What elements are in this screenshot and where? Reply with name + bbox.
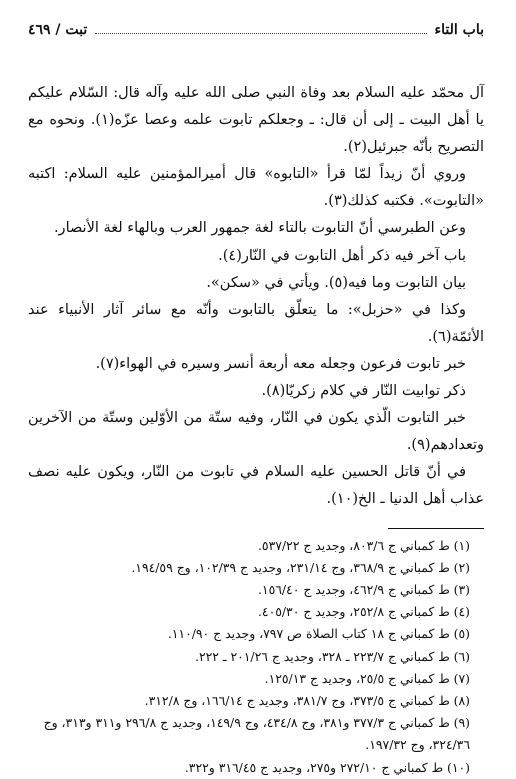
header-leader-dots bbox=[95, 33, 426, 34]
footnotes bbox=[28, 535, 484, 779]
footnote: (٨) ط كمباني ج ٣٧٣/٥، وج ٣٨١/٧، وجديد ج ١٦٦/١٤، وج ٣١٢/٨. bbox=[144, 692, 470, 708]
folio-page-number: تبت / ٤٦٩ bbox=[28, 22, 88, 38]
paragraph: وروي أنّ زيداً لمّا قرأ «التابوه» قال أميرالمؤمنين عليه السلام: اكتبه «التابوت». فكتبه كذلك(٣). bbox=[28, 166, 484, 210]
running-header bbox=[28, 22, 484, 46]
paragraph: في أنّ قاتل الحسين عليه السلام في تابوت من النّار، ويكون عليه نصف عذاب أهل الدنيا ـ الخ(١٠). bbox=[28, 464, 484, 508]
paragraph: آل محمّد عليه السلام بعد وفاة النبي صلى الله عليه وآله قال: السّلام عليكم يا أهل البيت ـ إلى أن قال: ـ وجعلكم تابوت علمه وعصا عزّه(١). ونحوه مع التصريح بأنّه جبرئيل(٢). bbox=[28, 85, 484, 156]
footnote: (٣) ط كمباني ج ٤٦٢/٩، وجديد ج ١٥٦/٤٠. bbox=[257, 581, 470, 597]
paragraph: خبر تابوت فرعون وجعله معه أربعة أنسر وسيره في الهواء(٧). bbox=[95, 355, 466, 372]
footnote: (١) ط كمباني ج ٨٠٣/٦، وجديد ج ٥٣٧/٢٢. bbox=[257, 537, 470, 553]
paragraph: بيان التابوت وما فيه(٥). ويأتي في «سكن». bbox=[206, 274, 466, 291]
footnote: (١٠) ط كمباني ج ٢٧٢/١٠ و٢٧٥، وجديد ج ٣١٦/٤٥ و٣٢٢. bbox=[184, 759, 470, 775]
footnote: (٧) ط كمباني ج ٢٥/٥، وجديد ج ١٢٥/١٣. bbox=[264, 670, 470, 686]
chapter-title: باب التاء bbox=[434, 22, 484, 38]
footnote: (٢) ط كمباني ج ٣٦٨/٩، وج ٢٣١/١٤، وجديد ج ١٠٢/٣٩، وج ١٩٤/٥٩. bbox=[131, 559, 470, 575]
footnote: (٩) ط كمباني ج ٣٧٧/٣ و٣٨١، وج ٤٣٤/٨، وج ١٤٩/٩، وجديد ج ٢٩٦/٨ و٣١١ و٣١٣، وج ٣٢٤/٣٦، وج ١٩٧/٣٢. bbox=[43, 715, 470, 753]
footnote: (٤) ط كمباني ج ٢٥٢/٨، وجديد ج ٤٠٥/٣٠. bbox=[257, 604, 470, 620]
paragraph: ذكر توابيت النّار في كلام زكريّا(٨). bbox=[261, 383, 466, 400]
paragraph: وكذا في «حزبل»: ما يتعلّق بالتابوت وأنّه مع سائر آثار الأنبياء عند الأئمّة(٦). bbox=[28, 301, 484, 345]
paragraph: خبر التابوت الّذي يكون في النّار، وفيه ستّة من الأوّلين وستّة من الآخرين وتعدادهم(٩). bbox=[28, 410, 484, 454]
footnote-separator bbox=[388, 528, 484, 529]
paragraph: باب آخر فيه ذكر أهل التابوت في النّار(٤). bbox=[218, 247, 466, 264]
footnote: (٦) ط كمباني ج ٢٢٣/٧ ـ ٣٢٨، وجديد ج ٢٠١/٢٦ ـ ٢٢٢. bbox=[195, 648, 470, 664]
footnote: (٥) ط كمباني ج ١٨ كتاب الصلاة ص ٧٩٧، وجديد ج ١١٠/٩٠. bbox=[167, 626, 470, 642]
paragraph: وعن الطبرسي أنّ التابوت بالتاء لغة جمهور العرب وبالهاء لغة الأنصار. bbox=[53, 220, 466, 237]
main-text bbox=[28, 80, 484, 514]
